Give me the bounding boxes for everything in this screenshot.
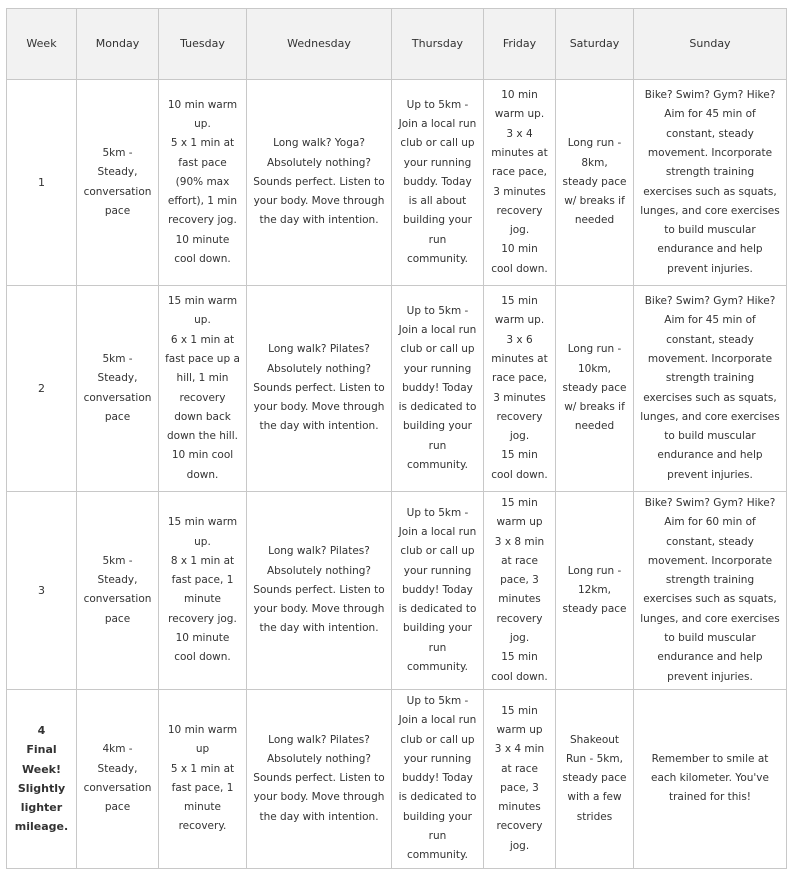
tuesday-cell: 15 min warm up. 6 x 1 min at fast pace up a hill, 1 min recovery down back down the hill. 10 min cool down. [159,286,247,492]
table-row [7,492,787,690]
week-cell: 2 [7,286,77,492]
header-week: Week [7,9,77,80]
training-plan-table [6,8,787,869]
thursday-cell: Up to 5km - Join a local run club or call up your running buddy! Today is dedicated to building your run community. [392,492,484,690]
table-row [7,80,787,286]
sunday-cell: Bike? Swim? Gym? Hike? Aim for 60 min of constant, steady movement. Incorporate strength training exercises such as squats, lunges, and core exercises to build muscular endurance and help prevent injuries. [634,492,787,690]
wednesday-cell: Long walk? Pilates? Absolutely nothing? Sounds perfect. Listen to your body. Move through the day with intention. [247,286,392,492]
table-row [7,286,787,492]
friday-cell: 15 min warm up 3 x 4 min at race pace, 3 minutes recovery jog. [484,689,556,868]
friday-cell: 15 min warm up. 3 x 6 minutes at race pace, 3 minutes recovery jog. 15 min cool down. [484,286,556,492]
tuesday-cell: 10 min warm up 5 x 1 min at fast pace, 1 minute recovery. [159,689,247,868]
thursday-cell: Up to 5km - Join a local run club or call up your running buddy. Today is all about building your run community. [392,80,484,286]
week-cell: 4 Final Week! Slightly lighter mileage. [7,689,77,868]
tuesday-cell: 10 min warm up. 5 x 1 min at fast pace (90% max effort), 1 min recovery jog. 10 minute cool down. [159,80,247,286]
table-row [7,689,787,868]
header-thursday: Thursday [392,9,484,80]
saturday-cell: Long run - 10km, steady pace w/ breaks if needed [556,286,634,492]
wednesday-cell: Long walk? Yoga? Absolutely nothing? Sounds perfect. Listen to your body. Move through the day with intention. [247,80,392,286]
monday-cell: 5km - Steady, conversation pace [77,80,159,286]
sunday-cell: Remember to smile at each kilometer. You've trained for this! [634,689,787,868]
saturday-cell: Shakeout Run - 5km, steady pace with a few strides [556,689,634,868]
saturday-cell: Long run - 12km, steady pace [556,492,634,690]
week-cell: 3 [7,492,77,690]
thursday-cell: Up to 5km - Join a local run club or call up your running buddy! Today is dedicated to building your run community. [392,689,484,868]
header-friday: Friday [484,9,556,80]
header-tuesday: Tuesday [159,9,247,80]
header-wednesday: Wednesday [247,9,392,80]
saturday-cell: Long run - 8km, steady pace w/ breaks if needed [556,80,634,286]
monday-cell: 5km - Steady, conversation pace [77,286,159,492]
monday-cell: 5km - Steady, conversation pace [77,492,159,690]
sunday-cell: Bike? Swim? Gym? Hike? Aim for 45 min of constant, steady movement. Incorporate strength training exercises such as squats, lunges, and core exercises to build muscular endurance and help prevent injuries. [634,80,787,286]
wednesday-cell: Long walk? Pilates? Absolutely nothing? Sounds perfect. Listen to your body. Move through the day with intention. [247,689,392,868]
header-saturday: Saturday [556,9,634,80]
tuesday-cell: 15 min warm up. 8 x 1 min at fast pace, 1 minute recovery jog. 10 minute cool down. [159,492,247,690]
header-sunday: Sunday [634,9,787,80]
friday-cell: 10 min warm up. 3 x 4 minutes at race pace, 3 minutes recovery jog. 10 min cool down. [484,80,556,286]
sunday-cell: Bike? Swim? Gym? Hike? Aim for 45 min of constant, steady movement. Incorporate strength training exercises such as squats, lunges, and core exercises to build muscular endurance and help prevent injuries. [634,286,787,492]
thursday-cell: Up to 5km - Join a local run club or call up your running buddy! Today is dedicated to building your run community. [392,286,484,492]
header-row [7,9,787,80]
wednesday-cell: Long walk? Pilates? Absolutely nothing? Sounds perfect. Listen to your body. Move through the day with intention. [247,492,392,690]
week-cell: 1 [7,80,77,286]
friday-cell: 15 min warm up 3 x 8 min at race pace, 3 minutes recovery jog. 15 min cool down. [484,492,556,690]
monday-cell: 4km - Steady, conversation pace [77,689,159,868]
header-monday: Monday [77,9,159,80]
